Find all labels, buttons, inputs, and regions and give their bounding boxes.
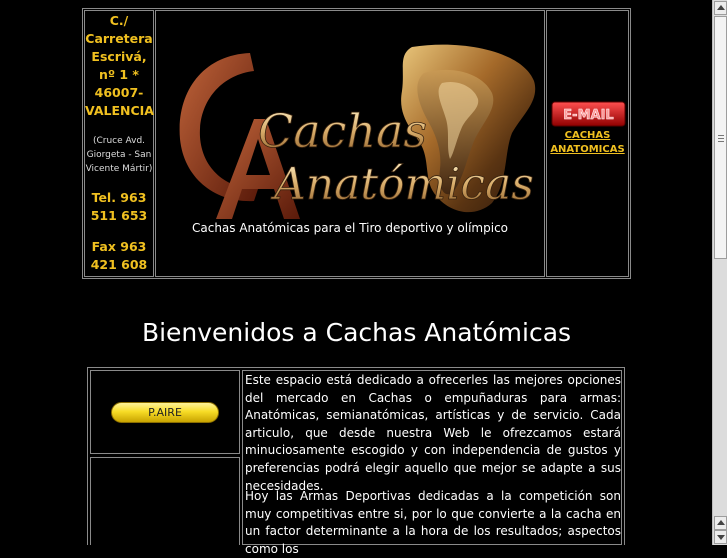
tagline: Cachas Anatómicas para el Tiro deportivo y olímpico — [191, 221, 509, 235]
email-button[interactable] — [551, 100, 626, 128]
logo-word-cachas: Cachas — [258, 104, 428, 158]
intro-paragraph: Este espacio está dedicado a ofrecerles las mejores opciones del mercado en Cachas o empuñaduras para armas: Anatómicas, semianatómicas, artísticas y de servicio. Cada articulo, que desde nuestra Web le ofrezcamos estará minuciosamente escogido y con independencia de gustos y preferencias podrá elegir aquello que mejor se adapte a sus necesidades. — [245, 373, 621, 493]
address-line: nº 1 * — [99, 67, 139, 82]
link-line: CACHAS — [564, 130, 611, 141]
arrow-down-icon — [717, 535, 725, 540]
address-line: Escrivá, — [91, 49, 147, 64]
fax-line: Fax 963 — [91, 239, 147, 254]
competition-paragraph: Hoy las Armas Deportivas dedicadas a la competición son muy competitivas entre si, por lo que convierte a la cacha en un factor determinante a la hora de los resultados; aspectos como los — [245, 489, 621, 556]
vertical-scrollbar[interactable] — [712, 0, 727, 545]
address-cell — [84, 10, 154, 277]
grip-line — [718, 138, 724, 139]
address-line: C./ — [109, 13, 129, 28]
scroll-up-button[interactable] — [714, 1, 727, 15]
scroll-up-button-bottom[interactable] — [714, 516, 727, 530]
link-line: ANATOMICAS — [550, 144, 625, 155]
cross-street-line: (Cruce Avd. — [92, 136, 146, 146]
paire-button[interactable]: P.AIRE — [111, 402, 219, 423]
cachas-anatomicas-link[interactable] — [547, 129, 628, 157]
content-text-cell — [242, 370, 622, 556]
scroll-down-button[interactable] — [714, 530, 727, 544]
logo-word-anatomicas: Anatómicas — [274, 159, 534, 210]
arrow-up-icon — [717, 520, 725, 525]
nav-cell-empty — [90, 457, 240, 545]
logo-cell — [155, 10, 545, 277]
scroll-thumb[interactable] — [714, 16, 727, 259]
address-line: 46007- — [94, 85, 144, 100]
cachas-anatomicas-logo — [162, 43, 540, 223]
arrow-up-icon — [717, 5, 725, 10]
address-line: VALENCIA — [85, 103, 154, 118]
cross-street-line: Giorgeta - San — [86, 150, 152, 160]
address-line: Carretera — [85, 31, 153, 46]
grip-line — [718, 135, 724, 136]
phone-line: Tel. 963 — [91, 190, 147, 205]
grip-line — [718, 141, 724, 142]
side-cell — [546, 10, 629, 277]
fax-line: 421 608 — [90, 257, 148, 272]
email-label: E-MAIL — [563, 108, 614, 123]
welcome-title: Bienvenidos a Cachas Anatómicas — [141, 318, 572, 347]
cross-street-line: Vicente Mártir) — [85, 164, 153, 174]
phone-line: 511 653 — [90, 208, 148, 223]
nav-cell — [90, 370, 240, 454]
